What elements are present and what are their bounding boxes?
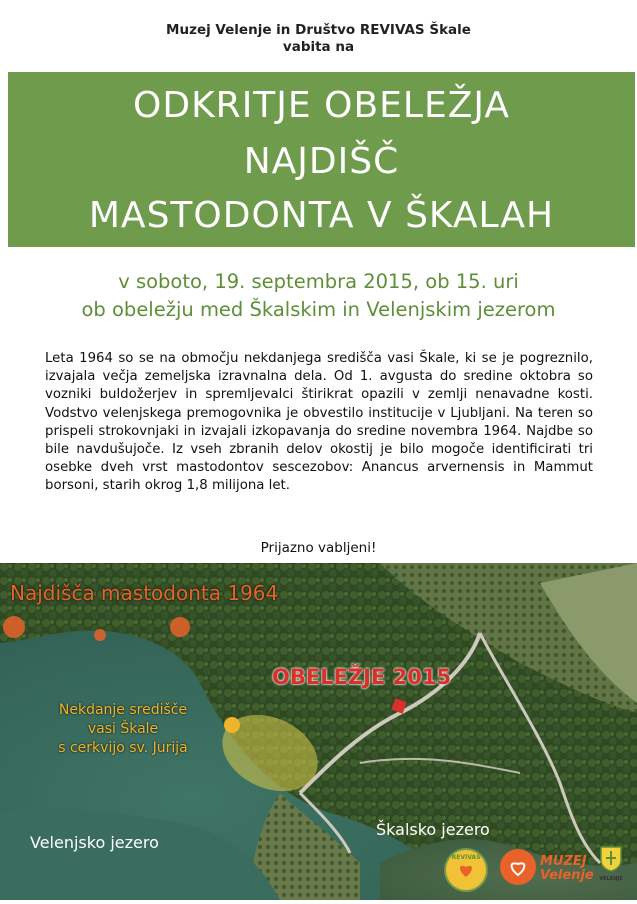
event-info: [0, 268, 637, 324]
velenje-coat-of-arms: [598, 846, 624, 882]
museum-logo-text: [540, 855, 594, 883]
revivas-logo-icon: [456, 861, 476, 879]
revivas-logo: [444, 848, 488, 892]
title-banner: [8, 72, 635, 247]
closing-line: Prijazno vabljeni!: [260, 540, 377, 556]
description-paragraph: Leta 1964 so se na območju nekdanjega središča vasi Škale, ki se je pogreznilo, izvajala večja zemeljska izravnalna dela. Od 1. avgusta do sredine oktobra so vozniki buldožerjev in spremljevalci štirikrat opazili v zemlji nenavadne kosti. Vodstvo velenjskega premogovnika je obvestilo institucije v Ljubljani. Na teren so prispeli strokovnjaki in izvajali izkopavanja do sredine novembra 1964. Najdbe so bile navdušujoče. Iz vseh zbranih delov okostij je bilo mogoče identificirati tri osebke dveh vrst mastodontov sescezobov: Anancus arvernensis in Mammut borsoni, starih okrog 1,8 milijona let.: [45, 351, 593, 494]
title-line-3: MASTODONTA V ŠKALAH: [88, 195, 555, 236]
event-location: ob obeležju med Škalskim in Velenjskim jezerom: [81, 298, 556, 321]
organizers: [0, 22, 637, 56]
site-marker-1: [3, 616, 25, 638]
organizers-line: Muzej Velenje in Društvo REVIVAS Škale: [166, 22, 471, 38]
church-marker: [224, 717, 240, 733]
label-lake-skale: Škalsko jezero: [376, 820, 490, 839]
site-marker-2: [94, 629, 106, 641]
aerial-map: [0, 563, 637, 900]
label-lake-velenje: Velenjsko jezero: [30, 833, 159, 852]
coat-of-arms-icon: [600, 846, 622, 872]
label-memorial-2015: OBELEŽJE 2015: [272, 665, 452, 689]
label-former-village-line-3: s cerkvijo sv. Jurija: [58, 740, 188, 756]
invite-line: vabita na: [282, 39, 355, 55]
title-line-2: NAJDIŠČ: [243, 141, 400, 182]
title-line-1: ODKRITJE OBELEŽJA: [133, 85, 510, 126]
revivas-logo-text: REVIVAS: [451, 854, 481, 861]
museum-heart-icon: [506, 855, 530, 879]
museum-logo-line-1: MUZEJ: [540, 854, 587, 869]
label-former-village-line-1: Nekdanje središče: [58, 702, 188, 718]
museum-logo-icon: [500, 849, 536, 885]
label-former-village-line-2: vasi Škale: [87, 721, 159, 737]
event-datetime: v soboto, 19. septembra 2015, ob 15. uri: [118, 270, 519, 293]
museum-logo-line-2: Velenje: [540, 868, 594, 883]
label-former-village: [28, 701, 218, 758]
velenje-label: VELENJE: [599, 876, 623, 882]
label-sites-1964: Najdišča mastodonta 1964: [10, 581, 279, 605]
site-marker-3: [170, 617, 190, 637]
